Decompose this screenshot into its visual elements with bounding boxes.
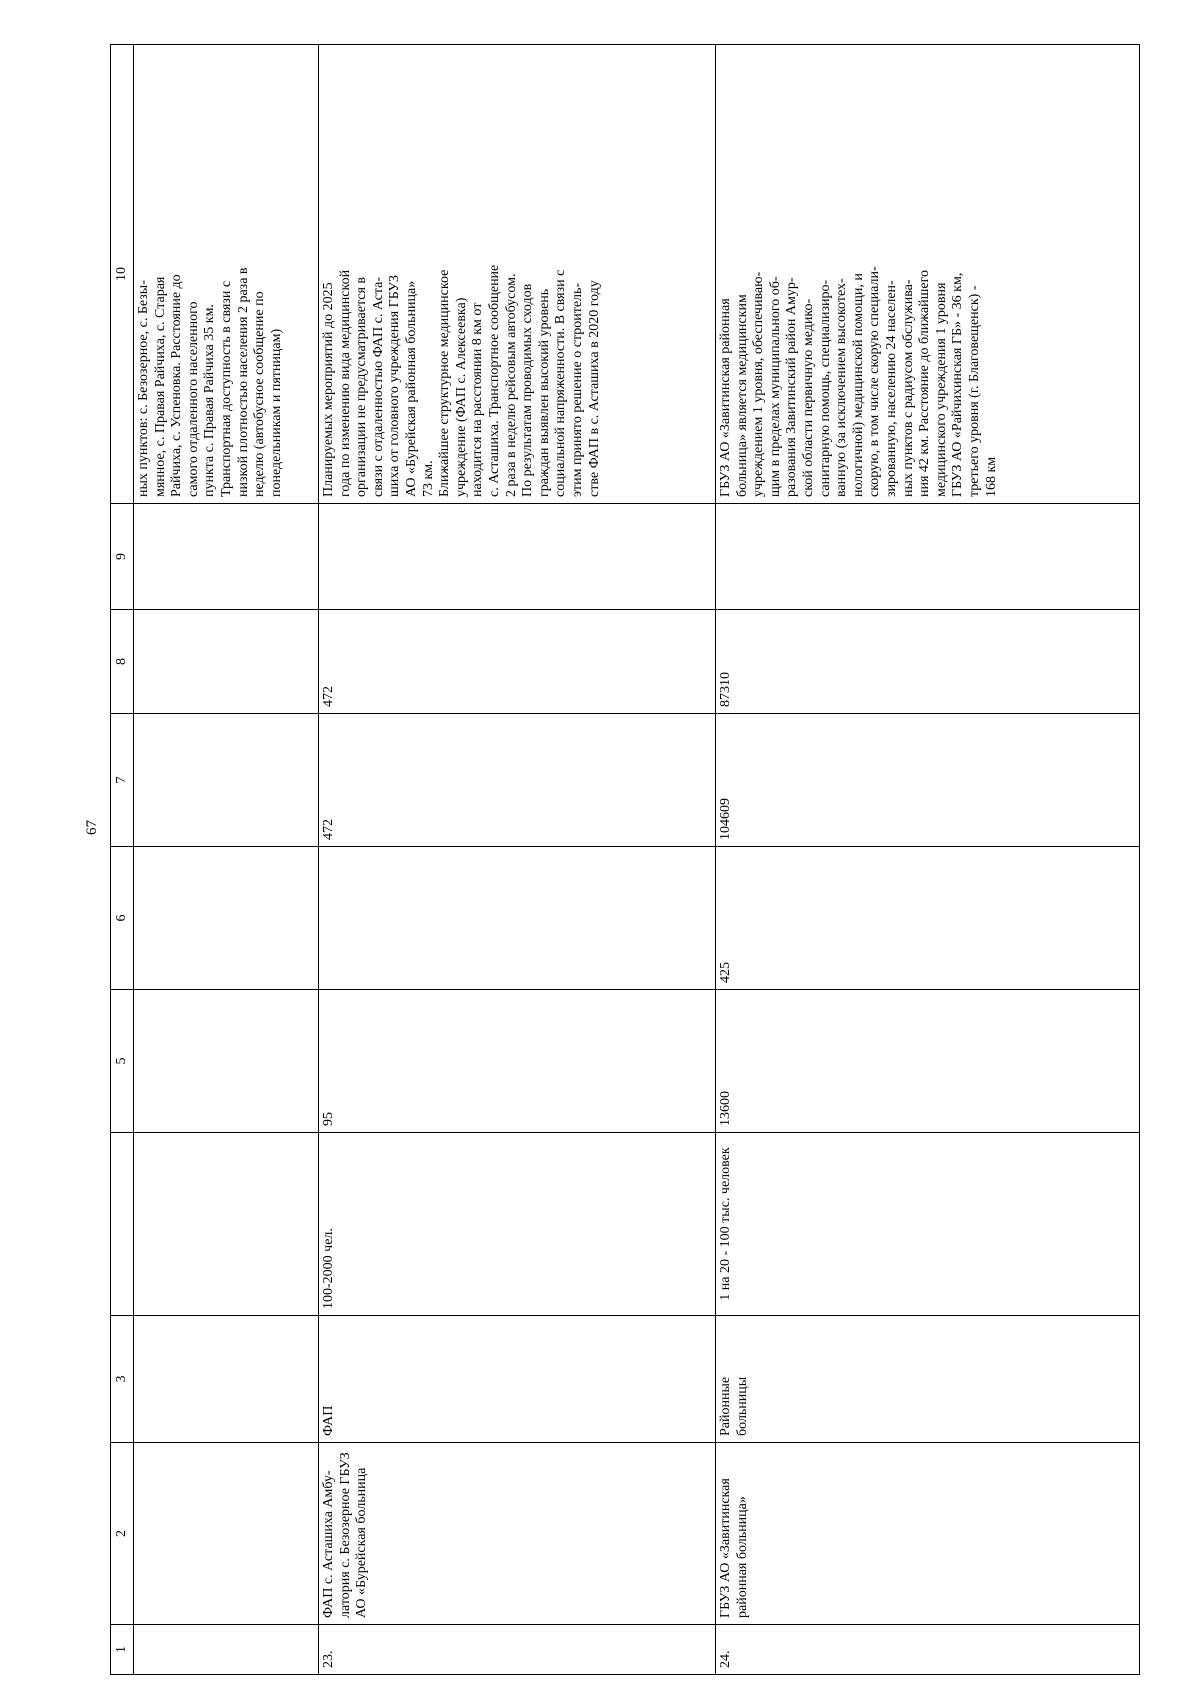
header-cell: [111, 1133, 134, 1316]
value-col5: [134, 990, 319, 1133]
table-row: [716, 45, 1140, 1675]
description-line: шиха от головного учреждения ГБУЗ: [387, 275, 403, 497]
description-line: года по изменению вида медицинской: [337, 269, 353, 497]
value-col6: [319, 847, 716, 990]
description-line: граждан выявлен высокий уровень: [536, 288, 552, 497]
description-line: мянное, с. Правая Райчиха, с. Старая: [152, 276, 168, 497]
value-col8: 472: [319, 610, 716, 714]
description-line: пункта с. Правая Райчиха 35 км.: [202, 304, 218, 497]
description-cell: [134, 45, 319, 504]
row-number: 24.: [716, 1625, 1140, 1675]
facilities-table: [110, 44, 1140, 1675]
header-cell: 8: [111, 610, 134, 714]
facility-type: ФАП: [319, 1316, 716, 1443]
value-col6: [134, 847, 319, 990]
rotated-table-wrapper: [110, 45, 1140, 1675]
table-row: [134, 45, 319, 1675]
description-line: ской области первичную медико-: [800, 298, 816, 497]
description-line: неделю (автобусное сообщение по: [252, 291, 268, 497]
population-range: 1 на 20 - 100 тыс. человек: [716, 1133, 1140, 1316]
description-line: 2 раза в неделю рейсовым автобусом.: [503, 273, 519, 497]
description-line: ния 42 км. Расстояние до ближайшего: [917, 270, 933, 497]
population-range: 100-2000 чел.: [319, 1133, 716, 1316]
description-line: самого отдаленного населенного: [185, 301, 201, 497]
description-line: понедельникам и пятницам): [268, 328, 284, 497]
facility-name: ГБУЗ АО «Завитинская районная больница»: [716, 1443, 1140, 1625]
description-line: щим в пределах муниципального об-: [767, 276, 783, 497]
header-cell: 5: [111, 990, 134, 1133]
header-cell: 9: [111, 504, 134, 610]
description-line: медицинского учреждения 1 уровня: [933, 282, 949, 497]
page-number: 67: [84, 820, 100, 835]
facility-type: [134, 1316, 319, 1443]
description-line: находится на расстоянии 8 км от: [470, 302, 486, 497]
population-range: [134, 1133, 319, 1316]
description-line: ных пунктов с радиусом обслужива-: [900, 279, 916, 497]
description-line: учреждением 1 уровня, обеспечиваю-: [751, 271, 767, 497]
description-line: зированную, населению 24 населен-: [883, 280, 899, 497]
description-line: стве ФАП в с. Асташиха в 2020 году: [586, 280, 602, 497]
description-line: ванную (за исключением высокотех-: [834, 278, 850, 497]
value-col8: 87310: [716, 610, 1140, 714]
header-cell: 1: [111, 1625, 134, 1675]
description-line: 73 км.: [420, 460, 436, 497]
value-col7: 104609: [716, 714, 1140, 847]
description-line: По результатам проводимых сходов: [520, 283, 536, 497]
value-col7: 472: [319, 714, 716, 847]
description-line: учреждение (ФАП с. Алексеевка): [453, 297, 469, 497]
description-line: Транспортная доступность в связи с: [218, 280, 234, 497]
header-cell: 3: [111, 1316, 134, 1443]
description-line: больница» является медицинским: [734, 294, 750, 497]
value-col5: 95: [319, 990, 716, 1133]
row-number: 23.: [319, 1625, 716, 1675]
table-row: [319, 45, 716, 1675]
description-line: социальной напряженности. В связи с: [553, 269, 569, 497]
value-col9: [134, 504, 319, 610]
description-cell: [319, 45, 716, 504]
description-line: скорую, в том числе скорую специали-: [867, 266, 883, 497]
description-line: третьего уровня (г. Благовещенск) -: [966, 285, 982, 497]
description-cell: [716, 45, 1140, 504]
description-line: организации не предусматривается в: [354, 276, 370, 497]
description-line: ГБУЗ АО «Завитинская районная: [718, 298, 733, 497]
description-line: связи с отдаленностью ФАП с. Аста-: [370, 277, 386, 497]
facility-name: [134, 1443, 319, 1625]
value-col9: [319, 504, 716, 610]
header-cell: 2: [111, 1443, 134, 1625]
description-line: низкой плотностью населения 2 раза в: [235, 267, 251, 497]
value-col7: [134, 714, 319, 847]
header-cell: 6: [111, 847, 134, 990]
value-col5: 13600: [716, 990, 1140, 1133]
description-line: ных пунктов: с. Безозерное, с. Безы-: [136, 280, 151, 497]
description-line: Планируемых мероприятий до 2025: [321, 282, 336, 497]
header-cell: 10: [111, 45, 134, 504]
description-line: ГБУЗ АО «Райчихинская ГБ» - 36 км,: [950, 272, 966, 497]
description-line: АО «Бурейская районная больница»: [403, 280, 419, 497]
facility-type: Районные больницы: [716, 1316, 1140, 1443]
description-line: с. Асташиха. Транспортное сообщение: [486, 264, 502, 497]
description-line: 168 км: [983, 456, 999, 497]
description-line: санитарную помощь, специализиро-: [817, 279, 833, 497]
value-col8: [134, 610, 319, 714]
description-line: Ближайшее структурное медицинское: [437, 269, 453, 497]
row-number: [134, 1625, 319, 1675]
value-col6: 425: [716, 847, 1140, 990]
facility-name: ФАП с. Асташиха Амбу-латория с. Безозерное ГБУЗ АО «Бурейская больница: [319, 1443, 716, 1625]
value-col9: [716, 504, 1140, 610]
description-line: Райчиха, с. Успеновка. Расстояние до: [169, 274, 185, 497]
description-line: этим принято решение о строитель-: [569, 282, 585, 497]
header-row: [111, 45, 134, 1675]
description-line: разования Завитинский район Амур-: [784, 277, 800, 497]
header-cell: 7: [111, 714, 134, 847]
description-line: нологичной) медицинской помощи, и: [850, 273, 866, 497]
